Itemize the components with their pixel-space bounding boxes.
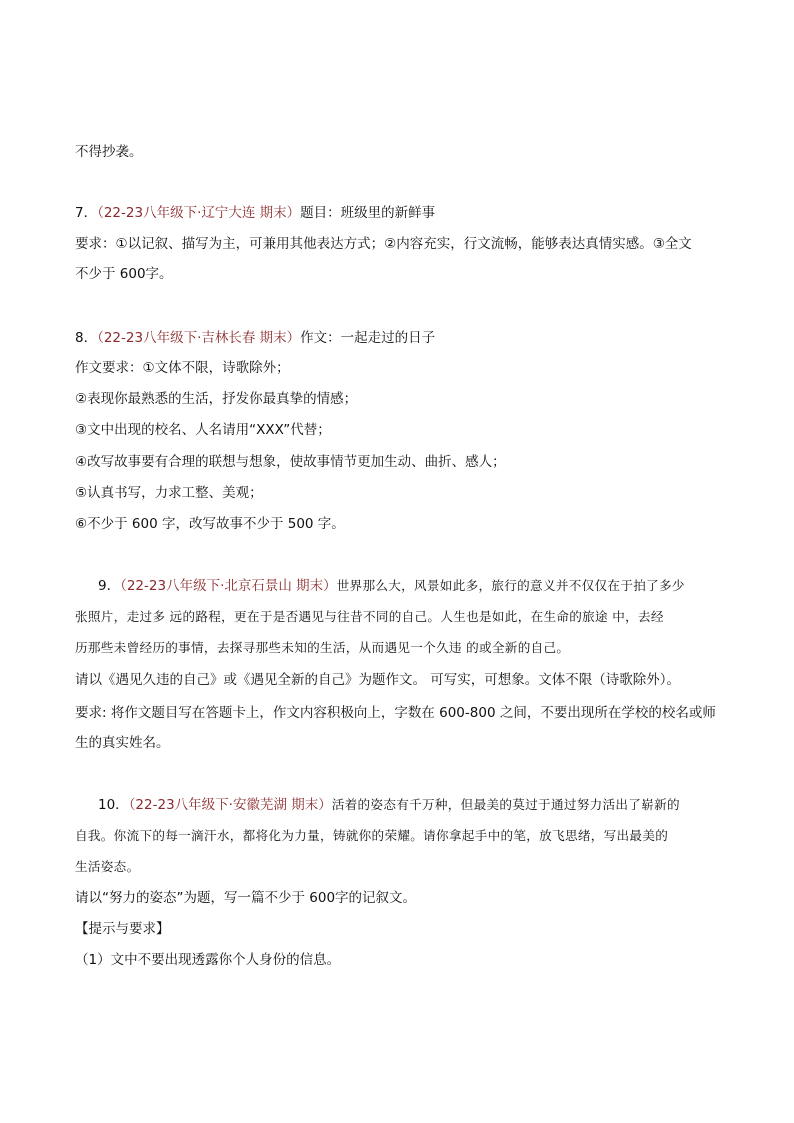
question-10-prompt: 生活姿态。 <box>75 859 140 874</box>
question-number: 9． <box>98 578 121 594</box>
question-9-instruction: 请以《遇见久违的自己》或《遇见全新的自己》为题作文。 可写实，可想象。文体不限（诗歌除外）。 <box>75 672 681 688</box>
question-source: （22-23八年级下·辽宁大连 期末） <box>97 205 301 221</box>
question-source: （22-23八年级下·安徽芜湖 期末） <box>128 797 332 813</box>
question-9-prompt: 张照片，走过多 远的路程，更在于是否遇见与往昔不同的自己。人生也是如此，在生命的旅途 中，去经 <box>75 609 664 624</box>
question-8-requirement: 作文要求：①文体不限，诗歌除外； <box>75 360 290 376</box>
question-8-requirement: ③文中出现的校名、人名请用“XXX”代替； <box>75 422 331 438</box>
question-10-instruction: 请以“努力的姿态”为题，写一篇不少于 600字的记叙文。 <box>75 890 417 906</box>
question-7-heading <box>75 203 725 223</box>
question-7-requirement: 要求：①以记叙、描写为主，可兼用其他表达方式；②内容充实，行文流畅，能够表达真情实感。③全文 <box>75 236 692 252</box>
question-title: 题目：班级里的新鲜事 <box>300 205 436 221</box>
question-7-requirement: 不少于 600字。 <box>75 266 173 282</box>
question-number: 10． <box>98 797 129 813</box>
question-8-requirement: ④改写故事要有合理的联想与想象，使故事情节更加生动、曲折、感人； <box>75 454 506 470</box>
question-prompt: 世界那么大，风景如此多，旅行的意义并不仅仅在于拍了多少 <box>336 578 685 593</box>
question-8-requirement: ②表现你最熟悉的生活，抒发你最真挚的情感； <box>75 391 358 407</box>
q6-tail-text: 不得抄袭。 <box>75 144 143 160</box>
question-10-prompt: 自我。你流下的每一滴汗水，都将化为力量，铸就你的荣耀。请你拿起手中的笔，放飞思绪，写出最美的 <box>75 828 669 843</box>
question-9-instruction: 生的真实姓名。 <box>75 735 170 751</box>
question-9-prompt: 历那些未曾经历的事情，去探寻那些未知的生活，从而遇见一个久违 的或全新的自己。 <box>75 640 570 655</box>
question-source: （22-23八年级下·吉林长春 期末） <box>97 330 301 346</box>
question-8-requirement: ⑤认真书写，力求工整、美观； <box>75 485 263 501</box>
question-9-instruction: 要求: 将作文题目写在答题卡上，作文内容积极向上，字数在 600-800 之间，不要出现所在学校的校名或师 <box>75 705 716 721</box>
question-number: 8． <box>75 330 98 346</box>
question-title: 作文：一起走过的日子 <box>300 330 436 346</box>
question-number: 7． <box>75 205 98 221</box>
question-8-heading <box>75 328 725 348</box>
question-prompt: 活着的姿态有千万种，但最美的莫过于通过努力活出了崭新的 <box>331 797 680 812</box>
question-9-heading <box>98 576 748 596</box>
question-source: （22-23八年级下·北京石景山 期末） <box>120 578 337 594</box>
hint-item: （1）文中不要出现透露你个人身份的信息。 <box>75 952 341 968</box>
question-8-requirement: ⑥不少于 600 字，改写故事不少于 500 字。 <box>75 516 345 532</box>
hint-title: 【提示与要求】 <box>75 921 170 937</box>
question-10-heading <box>98 795 748 815</box>
